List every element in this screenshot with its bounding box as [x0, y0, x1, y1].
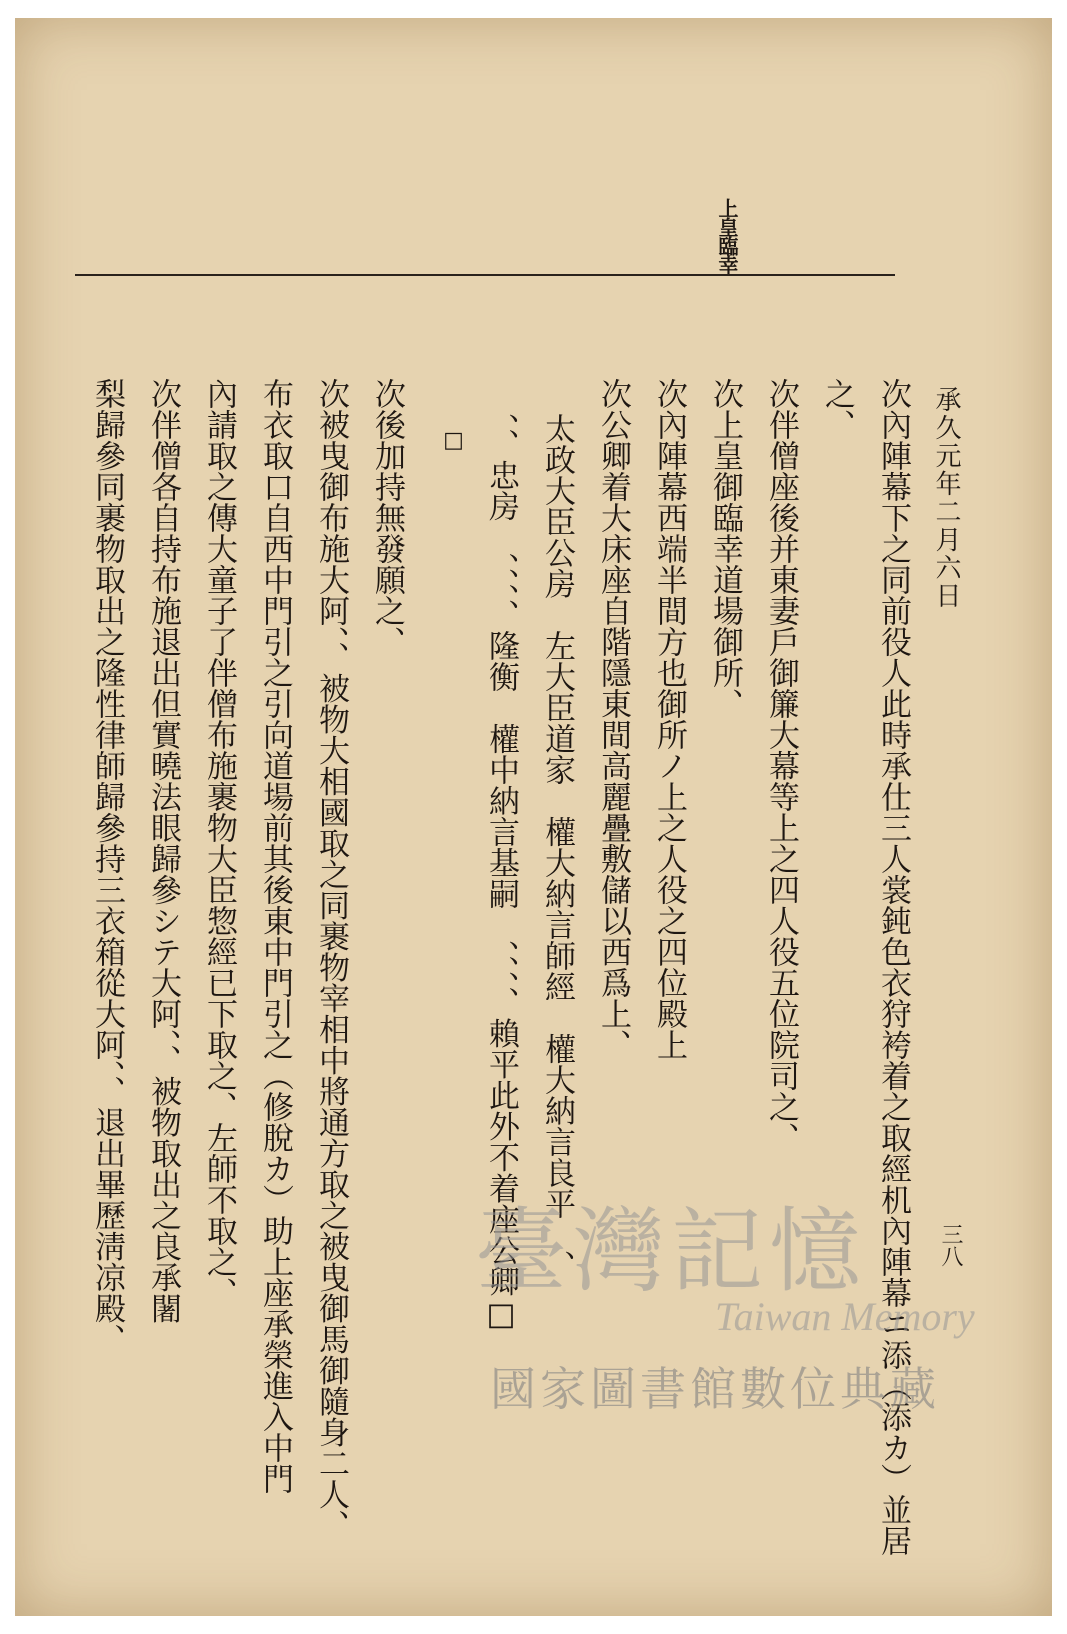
text-column: □: [441, 428, 466, 453]
watermark-english: Taiwan Memory: [715, 1294, 975, 1339]
watermark-chinese: 臺灣記憶: [475, 1198, 868, 1305]
text-column: 次伴僧各自持布施退出但實曉法眼歸參シテ大阿、、被物取出之良承闍: [145, 378, 181, 1324]
text-column: 次伴僧座後并東妻戶御簾大幕等上之四人役五位院司之、: [763, 378, 799, 1153]
text-column: 梨歸參同裹物取出之隆性律師歸參持三衣箱從大阿、、退出畢歷淸凉殿、: [89, 378, 125, 1355]
page-number: 三八: [938, 1223, 963, 1267]
date-line: 承久元年二月六日: [931, 386, 961, 610]
text-column: 之、: [819, 378, 855, 440]
header-rule: [75, 274, 895, 276]
watermark-subtitle: 國家圖書館數位典藏: [490, 1362, 940, 1416]
text-column: 次內陣幕下之同前役人此時承仕三人裳鈍色衣狩袴着之取經机內陣幕ニ添（添カ）並居: [875, 378, 911, 1556]
text-column: 太政大臣公房 左大臣道家 權大納言師經 權大納言良平 、: [539, 413, 575, 1281]
text-column: 布衣取口自西中門引之引向道場前其後東中門引之（修脫カ）助上座承榮進入中門: [257, 378, 293, 1494]
text-column: 次後加持無發願之、: [369, 378, 405, 657]
text-column: 內請取之傳大童子了伴僧布施裹物大臣惣經已下取之、左師不取之、: [201, 378, 237, 1308]
text-column: 次上皇御臨幸道場御所、: [707, 378, 743, 719]
text-column: 次被曳御布施大阿、、被物大相國取之同裹物宰相中將通方取之被曳御馬御隨身二人、: [313, 378, 349, 1541]
document-page: [15, 18, 1052, 1616]
text-column: 、、忠房 、、、、隆衡 權中納言基嗣 、、、、賴平此外不着座公卿□: [483, 413, 519, 1333]
text-column: 次內陣幕西端半間方也御所ノ上之人役之四位殿上: [651, 378, 687, 1060]
running-header-title: 上皇臨幸: [715, 198, 739, 274]
text-column: 次公卿着大床座自階隱東間高麗疊敷儲以西爲上、: [595, 378, 631, 1060]
